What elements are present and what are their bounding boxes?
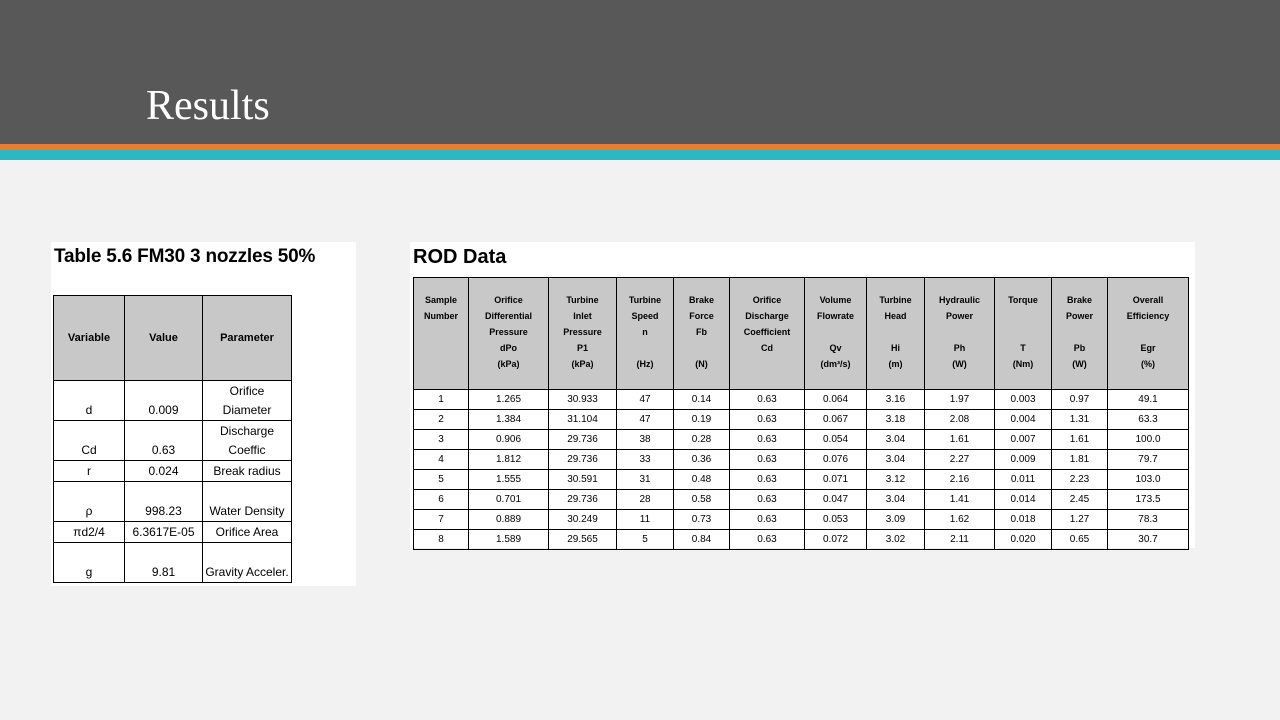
table-cell: 8	[414, 530, 469, 550]
table-cell: 11	[617, 510, 674, 530]
table-row	[414, 530, 1189, 550]
rod-column-header	[549, 278, 617, 390]
table-cell: 0.054	[805, 430, 867, 450]
rod-column-header-name: Orifice Differential Pressure	[484, 295, 532, 337]
table-cell: 0.63	[730, 510, 805, 530]
table-row	[414, 430, 1189, 450]
table-cell: 29.736	[549, 490, 617, 510]
table-cell: 7	[414, 510, 469, 530]
cell-parameter: Water Density	[203, 482, 292, 522]
rod-column-header	[617, 278, 674, 390]
table-row	[414, 470, 1189, 490]
cell-value: 0.009	[125, 381, 203, 421]
table-cell: 0.65	[1052, 530, 1108, 550]
table-cell: 1.384	[469, 410, 549, 430]
table-cell: 5	[617, 530, 674, 550]
table-cell: 30.7	[1108, 530, 1189, 550]
table-cell: 1.61	[925, 430, 995, 450]
rod-column-header	[995, 278, 1052, 390]
table-cell: 1.812	[469, 450, 549, 470]
table-cell: 173.5	[1108, 490, 1189, 510]
table-row	[414, 490, 1189, 510]
table-cell: 0.889	[469, 510, 549, 530]
table-cell: 0.701	[469, 490, 549, 510]
table-cell: 0.84	[674, 530, 730, 550]
table-row	[414, 510, 1189, 530]
rod-column-header-name: Overall Efficiency	[1126, 295, 1170, 321]
table-cell: 0.071	[805, 470, 867, 490]
table-cell: 1.31	[1052, 410, 1108, 430]
rod-column-header-symbol: P1 (kPa)	[571, 343, 594, 369]
table-cell: 2.45	[1052, 490, 1108, 510]
table-cell: 0.28	[674, 430, 730, 450]
table-cell: 1.555	[469, 470, 549, 490]
table-cell: 3.04	[867, 490, 925, 510]
table-cell: 6	[414, 490, 469, 510]
table-cell: 0.906	[469, 430, 549, 450]
accent-stripe-teal	[0, 150, 1280, 160]
table-cell: 2	[414, 410, 469, 430]
table-cell: 0.076	[805, 450, 867, 470]
table-cell: 0.047	[805, 490, 867, 510]
table-row	[54, 421, 292, 461]
table-row	[54, 381, 292, 421]
cell-parameter: Orifice Diameter	[203, 381, 292, 421]
table-cell: 2.16	[925, 470, 995, 490]
table-cell: 0.97	[1052, 390, 1108, 410]
table-cell: 1.81	[1052, 450, 1108, 470]
table-cell: 3.18	[867, 410, 925, 430]
variables-table-image	[51, 242, 356, 586]
table-row	[54, 543, 292, 583]
table-cell: 0.067	[805, 410, 867, 430]
cell-parameter: Break radius	[203, 461, 292, 482]
table-cell: 2.27	[925, 450, 995, 470]
table-cell: 1.62	[925, 510, 995, 530]
rod-column-header-symbol: Hi (m)	[888, 343, 903, 369]
table-cell: 0.63	[730, 390, 805, 410]
table-cell: 100.0	[1108, 430, 1189, 450]
table-cell: 0.63	[730, 530, 805, 550]
table-cell: 30.933	[549, 390, 617, 410]
rod-column-header-symbol: T (Nm)	[1012, 343, 1034, 369]
slide-header	[0, 0, 1280, 144]
cell-parameter: Discharge Coeffic	[203, 421, 292, 461]
table-cell: 2.11	[925, 530, 995, 550]
table-cell: 63.3	[1108, 410, 1189, 430]
table-cell: 0.007	[995, 430, 1052, 450]
table-cell: 1	[414, 390, 469, 410]
table-cell: 29.736	[549, 450, 617, 470]
table-cell: 0.63	[730, 490, 805, 510]
table-cell: 3.02	[867, 530, 925, 550]
table-cell: 29.736	[549, 430, 617, 450]
rod-column-header	[925, 278, 995, 390]
table-cell: 3.16	[867, 390, 925, 410]
table-cell: 3.04	[867, 430, 925, 450]
cell-variable: ρ	[54, 482, 125, 522]
table-cell: 1.589	[469, 530, 549, 550]
rod-column-header-name: Hydraulic Power	[938, 295, 980, 321]
rod-column-header-symbol: Pb (W)	[1072, 343, 1087, 369]
table-row	[54, 482, 292, 522]
table-cell: 103.0	[1108, 470, 1189, 490]
table-cell: 0.020	[995, 530, 1052, 550]
rod-column-header	[469, 278, 549, 390]
cell-parameter: Orifice Area	[203, 522, 292, 543]
table-row	[414, 410, 1189, 430]
table-cell: 0.14	[674, 390, 730, 410]
table-cell: 1.61	[1052, 430, 1108, 450]
rod-column-header	[867, 278, 925, 390]
table-cell: 31	[617, 470, 674, 490]
column-header-value: Value	[125, 296, 203, 381]
cell-variable: Cd	[54, 421, 125, 461]
cell-value: 6.3617E-05	[125, 522, 203, 543]
rod-column-header-symbol: Egr (%)	[1140, 343, 1156, 369]
table-cell: 1.27	[1052, 510, 1108, 530]
table-cell: 4	[414, 450, 469, 470]
table-cell: 29.565	[549, 530, 617, 550]
rod-column-header-symbol: dPo (kPa)	[497, 343, 520, 369]
table-cell: 1.41	[925, 490, 995, 510]
cell-variable: r	[54, 461, 125, 482]
table-cell: 0.014	[995, 490, 1052, 510]
table-cell: 0.053	[805, 510, 867, 530]
table-cell: 0.003	[995, 390, 1052, 410]
table-cell: 1.97	[925, 390, 995, 410]
table-cell: 33	[617, 450, 674, 470]
column-header-parameter: Parameter	[203, 296, 292, 381]
table-cell: 3.04	[867, 450, 925, 470]
rod-data-table-image	[410, 242, 1195, 548]
table-row	[54, 522, 292, 543]
table-cell: 30.591	[549, 470, 617, 490]
rod-column-header-symbol: Ph (W)	[952, 343, 967, 369]
rod-column-header	[1108, 278, 1189, 390]
table-row	[414, 450, 1189, 470]
cell-value: 9.81	[125, 543, 203, 583]
rod-column-header-name: Volume Flowrate	[816, 295, 854, 321]
cell-parameter: Gravity Acceler.	[203, 543, 292, 583]
table-cell: 47	[617, 390, 674, 410]
table-cell: 47	[617, 410, 674, 430]
table-cell: 79.7	[1108, 450, 1189, 470]
rod-column-header-name: Torque	[1008, 295, 1038, 305]
cell-variable: πd2/4	[54, 522, 125, 543]
rod-data-table	[413, 277, 1189, 550]
rod-column-header-name: Brake Power	[1065, 295, 1093, 321]
table-cell: 0.58	[674, 490, 730, 510]
rod-column-header	[1052, 278, 1108, 390]
rod-column-header-name: Brake Force	[688, 295, 715, 321]
slide-title: Results	[146, 83, 270, 129]
table-row	[414, 390, 1189, 410]
rod-column-header-symbol: Cd	[761, 343, 773, 353]
table-cell: 78.3	[1108, 510, 1189, 530]
rod-column-header-name: Turbine Head	[879, 295, 912, 321]
table-cell: 0.072	[805, 530, 867, 550]
table-cell: 0.018	[995, 510, 1052, 530]
table-cell: 0.63	[730, 450, 805, 470]
table-cell: 3	[414, 430, 469, 450]
table-cell: 30.249	[549, 510, 617, 530]
cell-variable: g	[54, 543, 125, 583]
table-cell: 28	[617, 490, 674, 510]
table-cell: 0.011	[995, 470, 1052, 490]
table-cell: 1.265	[469, 390, 549, 410]
table-cell: 49.1	[1108, 390, 1189, 410]
table-cell: 5	[414, 470, 469, 490]
rod-column-header	[674, 278, 730, 390]
table-cell: 0.009	[995, 450, 1052, 470]
cell-value: 0.63	[125, 421, 203, 461]
rod-column-header	[805, 278, 867, 390]
variables-table-header-row	[54, 296, 292, 381]
rod-data-caption: ROD Data	[413, 246, 507, 268]
table-cell: 0.064	[805, 390, 867, 410]
table-cell: 0.73	[674, 510, 730, 530]
cell-value: 998.23	[125, 482, 203, 522]
table-cell: 0.004	[995, 410, 1052, 430]
rod-column-header-symbol: Fb (N)	[695, 327, 708, 369]
table-cell: 0.19	[674, 410, 730, 430]
table-cell: 2.23	[1052, 470, 1108, 490]
table-cell: 0.36	[674, 450, 730, 470]
table-cell: 38	[617, 430, 674, 450]
table-cell: 31.104	[549, 410, 617, 430]
rod-column-header	[730, 278, 805, 390]
table-cell: 0.63	[730, 430, 805, 450]
rod-column-header-symbol: n (Hz)	[636, 327, 654, 369]
rod-column-header-name: Sample Number	[423, 295, 458, 321]
table-cell: 2.08	[925, 410, 995, 430]
cell-value: 0.024	[125, 461, 203, 482]
table-cell: 0.48	[674, 470, 730, 490]
table-cell: 3.12	[867, 470, 925, 490]
table-cell: 0.63	[730, 470, 805, 490]
variables-table-caption: Table 5.6 FM30 3 nozzles 50%	[54, 246, 316, 267]
variables-table	[53, 295, 292, 583]
rod-column-header-name: Orifice Discharge Coefficient	[743, 295, 791, 337]
table-row	[54, 461, 292, 482]
rod-column-header	[414, 278, 469, 390]
rod-data-header-row	[414, 278, 1189, 390]
column-header-variable: Variable	[54, 296, 125, 381]
rod-column-header-name: Turbine Speed	[628, 295, 662, 321]
rod-column-header-name: Turbine Inlet Pressure	[563, 295, 602, 337]
rod-column-header-symbol: Qv (dm³/s)	[820, 343, 851, 369]
table-cell: 3.09	[867, 510, 925, 530]
table-cell: 0.63	[730, 410, 805, 430]
cell-variable: d	[54, 381, 125, 421]
